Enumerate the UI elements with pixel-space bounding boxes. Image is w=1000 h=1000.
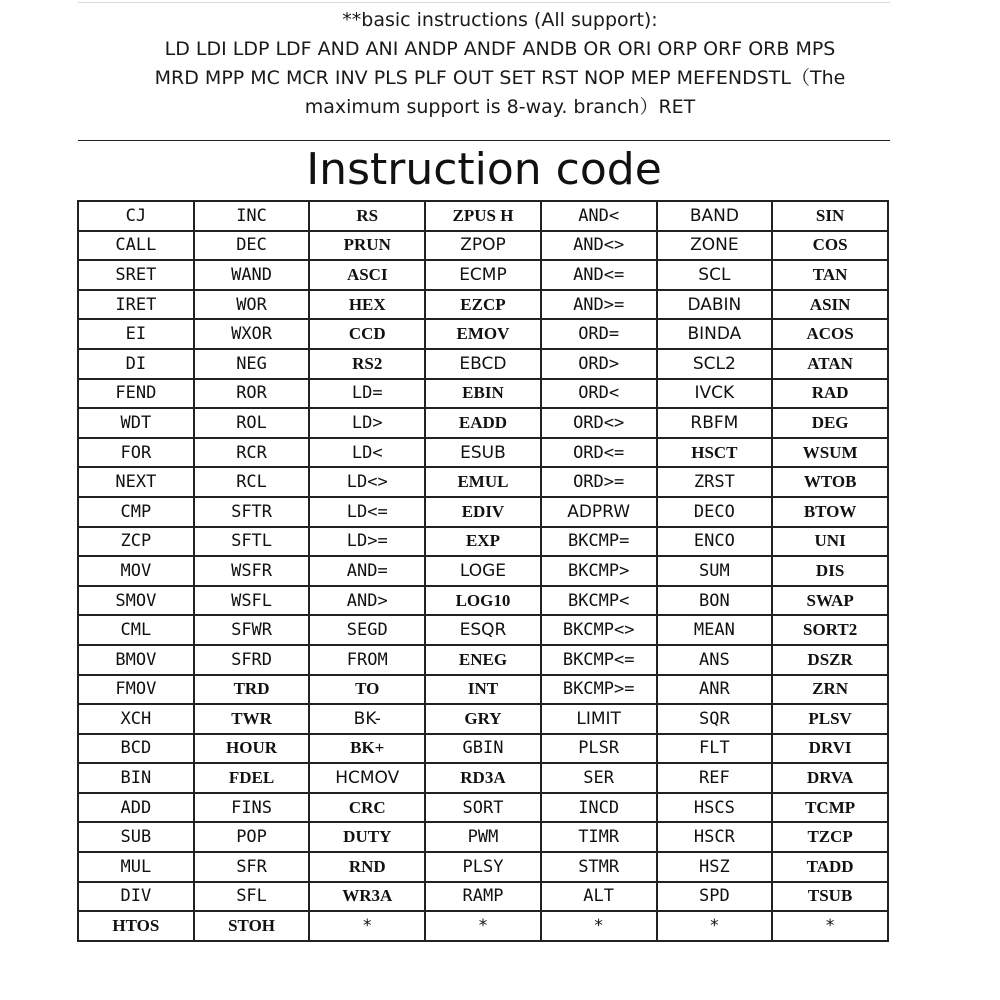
instruction-cell: COS xyxy=(772,231,888,261)
table-row xyxy=(78,793,888,823)
instruction-cell: ORD> xyxy=(541,349,657,379)
table-row xyxy=(78,231,888,261)
instruction-cell: ORD<= xyxy=(541,438,657,468)
instruction-cell: PLSY xyxy=(425,852,541,882)
instruction-cell: HSZ xyxy=(657,852,773,882)
instruction-cell: INCD xyxy=(541,793,657,823)
instruction-cell: REF xyxy=(657,763,773,793)
table-row xyxy=(78,527,888,557)
instruction-cell: CMP xyxy=(78,497,194,527)
instruction-cell: WR3A xyxy=(309,882,425,912)
instruction-cell: ADPRW xyxy=(541,497,657,527)
instruction-cell: AND<> xyxy=(541,231,657,261)
instruction-cell: RS2 xyxy=(309,349,425,379)
instruction-cell: DRVA xyxy=(772,763,888,793)
instruction-cell: SWAP xyxy=(772,586,888,616)
instruction-cell: SEGD xyxy=(309,615,425,645)
table-row xyxy=(78,379,888,409)
instruction-cell: SFTL xyxy=(194,527,310,557)
instruction-cell: UNI xyxy=(772,527,888,557)
instruction-cell: BKCMP> xyxy=(541,556,657,586)
instruction-cell: MOV xyxy=(78,556,194,586)
instruction-cell: ATAN xyxy=(772,349,888,379)
instruction-cell: INT xyxy=(425,675,541,705)
instruction-cell: * xyxy=(425,911,541,941)
table-row xyxy=(78,763,888,793)
instruction-cell: ORD= xyxy=(541,319,657,349)
instruction-cell: TSUB xyxy=(772,882,888,912)
instruction-cell: PLSV xyxy=(772,704,888,734)
instruction-cell: RAD xyxy=(772,379,888,409)
instruction-cell: LD<> xyxy=(309,467,425,497)
instruction-cell: ENCO xyxy=(657,527,773,557)
instruction-cell: STMR xyxy=(541,852,657,882)
instruction-cell: * xyxy=(657,911,773,941)
instruction-cell: SFWR xyxy=(194,615,310,645)
instruction-cell: SCL xyxy=(657,260,773,290)
instruction-cell: SFR xyxy=(194,852,310,882)
instruction-cell: AND>= xyxy=(541,290,657,320)
instruction-cell: CALL xyxy=(78,231,194,261)
instruction-cell: RND xyxy=(309,852,425,882)
table-row xyxy=(78,911,888,941)
instruction-cell: BIN xyxy=(78,763,194,793)
table-row xyxy=(78,497,888,527)
instruction-cell: TZCP xyxy=(772,822,888,852)
table-row xyxy=(78,615,888,645)
instruction-cell: SPD xyxy=(657,882,773,912)
instruction-cell: ANR xyxy=(657,675,773,705)
instruction-cell: STOH xyxy=(194,911,310,941)
instruction-cell: ACOS xyxy=(772,319,888,349)
instruction-cell: ESUB xyxy=(425,438,541,468)
instruction-cell: RCL xyxy=(194,467,310,497)
instruction-cell: EDIV xyxy=(425,497,541,527)
instruction-cell: SRET xyxy=(78,260,194,290)
intro-line: **basic instructions (All support): xyxy=(342,9,658,31)
instruction-cell: INC xyxy=(194,201,310,231)
instruction-cell: TO xyxy=(309,675,425,705)
instruction-cell: HEX xyxy=(309,290,425,320)
table-row xyxy=(78,349,888,379)
instruction-cell: PRUN xyxy=(309,231,425,261)
instruction-cell: * xyxy=(772,911,888,941)
table-row xyxy=(78,260,888,290)
instruction-cell: LD>= xyxy=(309,527,425,557)
instruction-cell: TCMP xyxy=(772,793,888,823)
table-row xyxy=(78,201,888,231)
instruction-cell: BK- xyxy=(309,704,425,734)
instruction-cell: WAND xyxy=(194,260,310,290)
instruction-cell: FDEL xyxy=(194,763,310,793)
instruction-cell: FROM xyxy=(309,645,425,675)
instruction-cell: TAN xyxy=(772,260,888,290)
instruction-cell: BKCMP< xyxy=(541,586,657,616)
instruction-cell: HSCT xyxy=(657,438,773,468)
table-row xyxy=(78,734,888,764)
instruction-cell: ANS xyxy=(657,645,773,675)
instruction-cell: BKCMP<> xyxy=(541,615,657,645)
instruction-cell: LD= xyxy=(309,379,425,409)
instruction-cell: DEC xyxy=(194,231,310,261)
instruction-cell: AND< xyxy=(541,201,657,231)
instruction-cell: BKCMP<= xyxy=(541,645,657,675)
instruction-cell: MEAN xyxy=(657,615,773,645)
instruction-cell: WSUM xyxy=(772,438,888,468)
instruction-cell: TIMR xyxy=(541,822,657,852)
instruction-cell: SQR xyxy=(657,704,773,734)
instruction-cell: IRET xyxy=(78,290,194,320)
instruction-cell: DUTY xyxy=(309,822,425,852)
instruction-cell: IVCK xyxy=(657,379,773,409)
instruction-cell: POP xyxy=(194,822,310,852)
instruction-cell: SFRD xyxy=(194,645,310,675)
table-row xyxy=(78,586,888,616)
instruction-cell: DI xyxy=(78,349,194,379)
intro-line: LD LDI LDP LDF AND ANI ANDP ANDF ANDB OR ORI ORP ORF ORB MPS xyxy=(164,38,836,60)
top-divider xyxy=(78,2,890,3)
instruction-cell: RAMP xyxy=(425,882,541,912)
instruction-cell: HSCS xyxy=(657,793,773,823)
instruction-cell: EMUL xyxy=(425,467,541,497)
instruction-cell: LD> xyxy=(309,408,425,438)
instruction-cell: DEG xyxy=(772,408,888,438)
instruction-cell: TWR xyxy=(194,704,310,734)
instruction-cell: HTOS xyxy=(78,911,194,941)
table-row xyxy=(78,408,888,438)
instruction-cell: SER xyxy=(541,763,657,793)
instruction-cell: ZRN xyxy=(772,675,888,705)
instruction-cell: RBFM xyxy=(657,408,773,438)
instruction-cell: BKCMP= xyxy=(541,527,657,557)
intro-line: MRD MPP MC MCR INV PLS PLF OUT SET RST NOP MEP MEFENDSTL（The xyxy=(154,67,846,89)
instruction-cell: HCMOV xyxy=(309,763,425,793)
instruction-cell: ZPOP xyxy=(425,231,541,261)
intro-line: maximum support is 8-way. branch）RET xyxy=(304,96,696,118)
instruction-cell: WSFL xyxy=(194,586,310,616)
instruction-cell: * xyxy=(309,911,425,941)
instruction-cell: ZONE xyxy=(657,231,773,261)
instruction-cell: BAND xyxy=(657,201,773,231)
page-title: Instruction code xyxy=(306,144,662,195)
instruction-cell: ORD>= xyxy=(541,467,657,497)
instruction-cell: BMOV xyxy=(78,645,194,675)
table-row xyxy=(78,822,888,852)
instruction-cell: CML xyxy=(78,615,194,645)
table-row xyxy=(78,438,888,468)
instruction-cell: NEXT xyxy=(78,467,194,497)
instruction-cell: ORD<> xyxy=(541,408,657,438)
instruction-cell: DIV xyxy=(78,882,194,912)
instruction-cell: WDT xyxy=(78,408,194,438)
instruction-cell: XCH xyxy=(78,704,194,734)
instruction-cell: FMOV xyxy=(78,675,194,705)
instruction-cell: AND= xyxy=(309,556,425,586)
instruction-cell: ALT xyxy=(541,882,657,912)
instruction-cell: ROR xyxy=(194,379,310,409)
instruction-cell: SFTR xyxy=(194,497,310,527)
instruction-cell: LOG10 xyxy=(425,586,541,616)
instruction-cell: TADD xyxy=(772,852,888,882)
instruction-cell: EMOV xyxy=(425,319,541,349)
instruction-cell: SMOV xyxy=(78,586,194,616)
instruction-cell: NEG xyxy=(194,349,310,379)
instruction-cell: GBIN xyxy=(425,734,541,764)
instruction-cell: FINS xyxy=(194,793,310,823)
instruction-cell: SUM xyxy=(657,556,773,586)
instruction-cell: LIMIT xyxy=(541,704,657,734)
instruction-cell: LD<= xyxy=(309,497,425,527)
instruction-cell: ZRST xyxy=(657,467,773,497)
instruction-cell: WSFR xyxy=(194,556,310,586)
instruction-cell: RD3A xyxy=(425,763,541,793)
instruction-cell: MUL xyxy=(78,852,194,882)
instruction-cell: ESQR xyxy=(425,615,541,645)
instruction-cell: BTOW xyxy=(772,497,888,527)
instruction-cell: DECO xyxy=(657,497,773,527)
instruction-cell: BCD xyxy=(78,734,194,764)
instruction-cell: ZPUS H xyxy=(425,201,541,231)
instruction-cell: CRC xyxy=(309,793,425,823)
table-row xyxy=(78,852,888,882)
instruction-cell: FLT xyxy=(657,734,773,764)
instruction-cell: EBCD xyxy=(425,349,541,379)
instruction-cell: EADD xyxy=(425,408,541,438)
table-row xyxy=(78,290,888,320)
instruction-cell: ORD< xyxy=(541,379,657,409)
instruction-cell: WOR xyxy=(194,290,310,320)
instruction-cell: FEND xyxy=(78,379,194,409)
instruction-cell: ADD xyxy=(78,793,194,823)
instruction-cell: BINDA xyxy=(657,319,773,349)
instruction-cell: AND<= xyxy=(541,260,657,290)
instruction-cell: DABIN xyxy=(657,290,773,320)
instruction-cell: ASCI xyxy=(309,260,425,290)
instruction-cell: DRVI xyxy=(772,734,888,764)
instruction-cell: HOUR xyxy=(194,734,310,764)
instruction-cell: ECMP xyxy=(425,260,541,290)
table-row xyxy=(78,704,888,734)
instruction-cell: RS xyxy=(309,201,425,231)
instruction-cell: PWM xyxy=(425,822,541,852)
instruction-cell: SIN xyxy=(772,201,888,231)
instruction-cell: WTOB xyxy=(772,467,888,497)
instruction-cell: EBIN xyxy=(425,379,541,409)
instruction-cell: CCD xyxy=(309,319,425,349)
instruction-cell: EI xyxy=(78,319,194,349)
instruction-cell: EXP xyxy=(425,527,541,557)
instruction-cell: CJ xyxy=(78,201,194,231)
table-row xyxy=(78,882,888,912)
table-row xyxy=(78,556,888,586)
instruction-cell: TRD xyxy=(194,675,310,705)
instruction-cell: RCR xyxy=(194,438,310,468)
instruction-cell: * xyxy=(541,911,657,941)
instruction-cell: AND> xyxy=(309,586,425,616)
table-row xyxy=(78,319,888,349)
instruction-cell: BK+ xyxy=(309,734,425,764)
instruction-cell: BKCMP>= xyxy=(541,675,657,705)
instruction-cell: HSCR xyxy=(657,822,773,852)
instruction-cell: FOR xyxy=(78,438,194,468)
instruction-cell: ASIN xyxy=(772,290,888,320)
instruction-cell: ZCP xyxy=(78,527,194,557)
instruction-cell: BON xyxy=(657,586,773,616)
instruction-cell: PLSR xyxy=(541,734,657,764)
instruction-code-table xyxy=(77,200,889,942)
instruction-cell: WXOR xyxy=(194,319,310,349)
instruction-cell: SFL xyxy=(194,882,310,912)
instruction-cell: SUB xyxy=(78,822,194,852)
instruction-cell: SORT2 xyxy=(772,615,888,645)
instruction-cell: GRY xyxy=(425,704,541,734)
instruction-cell: LOGE xyxy=(425,556,541,586)
table-row xyxy=(78,467,888,497)
instruction-cell: DIS xyxy=(772,556,888,586)
instruction-cell: ENEG xyxy=(425,645,541,675)
instruction-cell: SORT xyxy=(425,793,541,823)
instruction-cell: SCL2 xyxy=(657,349,773,379)
basic-instructions-note xyxy=(60,6,940,122)
instruction-cell: DSZR xyxy=(772,645,888,675)
instruction-cell: LD< xyxy=(309,438,425,468)
instruction-cell: ROL xyxy=(194,408,310,438)
table-row xyxy=(78,675,888,705)
instruction-cell: EZCP xyxy=(425,290,541,320)
table-row xyxy=(78,645,888,675)
